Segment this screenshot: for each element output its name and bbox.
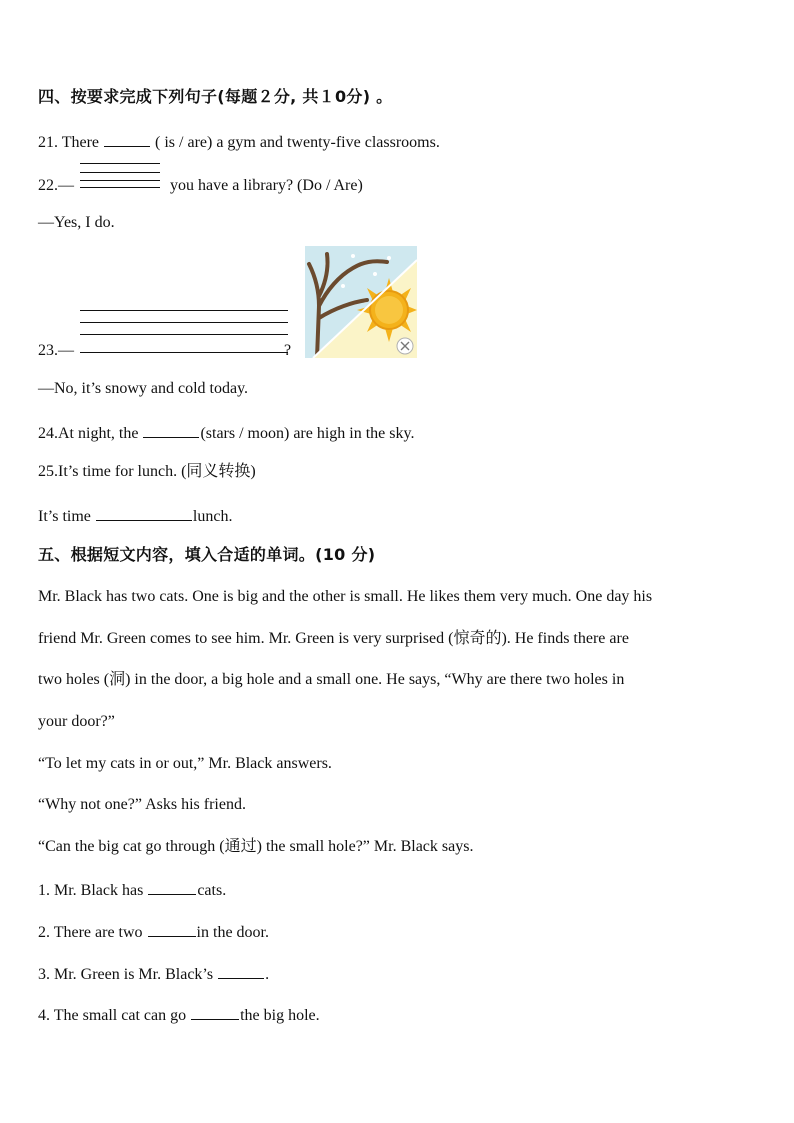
question-24-blank[interactable] [143, 421, 199, 438]
question-22 [38, 176, 363, 196]
winter-summer-weather-picture [305, 246, 417, 358]
fill-question-2-blank[interactable] [148, 920, 196, 937]
fill-question-4-blank[interactable] [191, 1003, 239, 1020]
passage-line: your door?” [38, 713, 115, 730]
fill-question-1-blank[interactable] [148, 878, 196, 895]
question-24 [38, 421, 414, 444]
question-25-prompt: 25.It’s time for lunch. (同义转换) [38, 463, 256, 480]
section-5-heading: 五、根据短文内容，填入合适的单词。(10 分) [38, 545, 376, 564]
question-22-answer: —Yes, I do. [38, 214, 115, 231]
question-21-post: ( is / are) a gym and twenty-five classrooms. [155, 134, 440, 151]
question-25-blank[interactable] [96, 504, 192, 521]
question-23 [38, 341, 291, 361]
fill-question-4: 4. The small cat can go the big hole. [38, 1003, 320, 1026]
fill-question-3: 3. Mr. Green is Mr. Black’s . [38, 962, 269, 985]
question-25-post: lunch. [192, 508, 233, 525]
fill-question-2: 2. There are two in the door. [38, 920, 269, 943]
question-23-pre: 23.— [38, 342, 74, 359]
question-22-post: you have a library? (Do / Are) [170, 177, 363, 194]
question-21-blank[interactable] [104, 130, 150, 147]
question-25-pre: It’s time [38, 508, 91, 525]
question-24-post: (stars / moon) are high in the sky. [200, 425, 415, 442]
question-24-pre: 24.At night, the [38, 425, 139, 442]
section-4-heading: 四、按要求完成下列句子(每题２分, 共１0分) 。 [38, 87, 393, 106]
fill-question-1: 1. Mr. Black has cats. [38, 878, 226, 901]
fill-question-3-blank[interactable] [218, 962, 264, 979]
question-21-pre: 21. There [38, 134, 100, 151]
passage-line: Mr. Black has two cats. One is big and the other is small. He likes them very much. One day his [38, 588, 653, 605]
question-21 [38, 130, 440, 153]
question-25 [38, 504, 232, 527]
passage-line: “To let my cats in or out,” Mr. Black answers. [38, 755, 332, 772]
question-23-answer: —No, it’s snowy and cold today. [38, 380, 249, 397]
passage-line: “Why not one?” Asks his friend. [38, 796, 246, 813]
question-23-post: ? [284, 342, 292, 359]
passage-line: friend Mr. Green comes to see him. Mr. Green is very surprised (惊奇的). He finds there are [38, 630, 629, 647]
passage-line: “Can the big cat go through (通过) the small hole?” Mr. Black says. [38, 838, 474, 855]
passage-line: two holes (洞) in the door, a big hole and a small one. He says, “Why are there two holes in [38, 671, 625, 688]
question-22-pre: 22.— [38, 177, 74, 194]
